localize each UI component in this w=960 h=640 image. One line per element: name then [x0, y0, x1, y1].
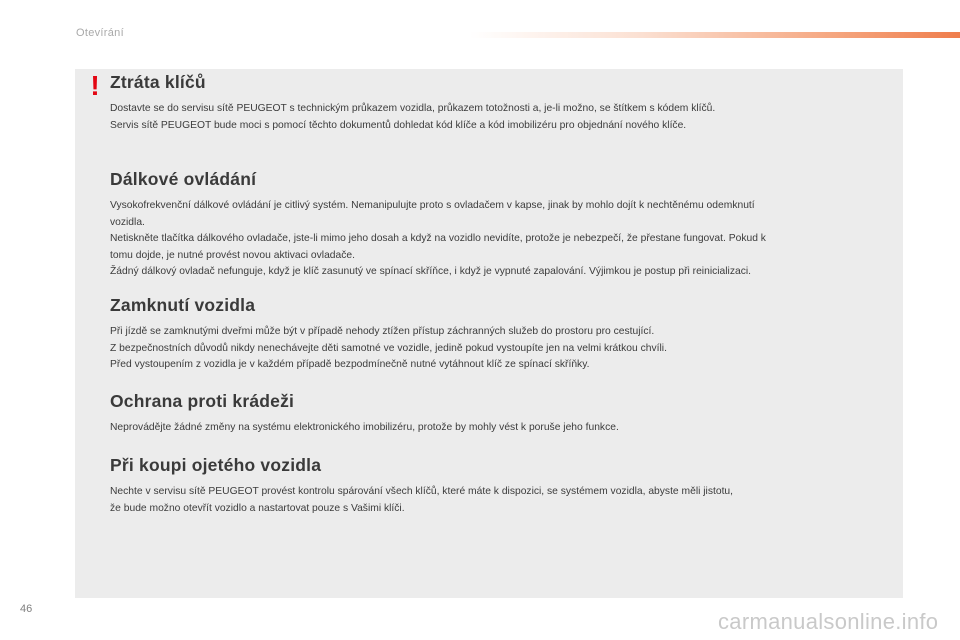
section-text: Vysokofrekvenční dálkové ovládání je citlivý systém. Nemanipulujte proto s ovladačem v kapse, jinak by mohlo dojít k nechtěnému odemknutí vozidla. Netiskněte tlačítka dálkového ovladače, jste-li mimo jeho dosah a když na vozidlo nevidíte, protože je nebezpečí, že přestane fungovat. Pokud k tomu dojde, je nutné provést novou aktivaci ovladače. Žádný dálkový ovladač nefunguje, když je klíč zasunutý ve spínací skříňce, i když je vypnuté zapalování. Výjimkou je postup při reinicializaci. [110, 200, 766, 277]
page-number: 46 [20, 603, 33, 615]
section-text: Dostavte se do servisu sítě PEUGEOT s technickým průkazem vozidla, průkazem totožnosti a, je-li možno, se štítkem s kódem klíčů. Servis sítě PEUGEOT bude moci s pomocí těchto dokumentů dohledat kód klíče a kód imobilizéru pro objednání nového klíče. [110, 103, 716, 131]
section-title: Ztráta klíčů [110, 72, 206, 92]
section-title: Zamknutí vozidla [110, 295, 256, 315]
section-text: Nechte v servisu sítě PEUGEOT provést kontrolu spárování všech klíčů, které máte k dispozici, se systémem vozidla, abyste měli jistotu, že bude možno otevřít vozidlo a nastartovat pouze s Vašimi klíči. [110, 486, 734, 514]
section-title: Ochrana proti krádeži [110, 391, 295, 411]
section-vehicle-locking [110, 295, 900, 374]
page-header-title: Otevírání [76, 27, 124, 39]
section-key-loss [110, 72, 900, 134]
warning-icon: ! [90, 70, 100, 101]
section-title: Při koupi ojetého vozidla [110, 455, 322, 475]
section-title: Dálkové ovládání [110, 169, 257, 189]
section-text: Při jízdě se zamknutými dveřmi může být v případě nehody ztížen přístup záchranných služeb do prostoru pro cestující. Z bezpečnostních důvodů nikdy nenechávejte děti samotné ve vozidle, jedině pokud vystoupíte jen na velmi krátkou chvíli. Před vystoupením z vozidla je v každém případě bezpodmínečně nutné vytáhnout klíč ze spínací skříňky. [110, 326, 667, 370]
section-remote-control [110, 169, 900, 281]
watermark: carmanualsonline.info [718, 609, 939, 634]
section-theft-protection [110, 391, 900, 437]
header-accent-bar [470, 32, 960, 38]
section-text: Neprovádějte žádné změny na systému elektronického imobilizéru, protože by mohly vést k poruše jeho funkce. [110, 422, 619, 433]
section-used-vehicle [110, 455, 900, 517]
